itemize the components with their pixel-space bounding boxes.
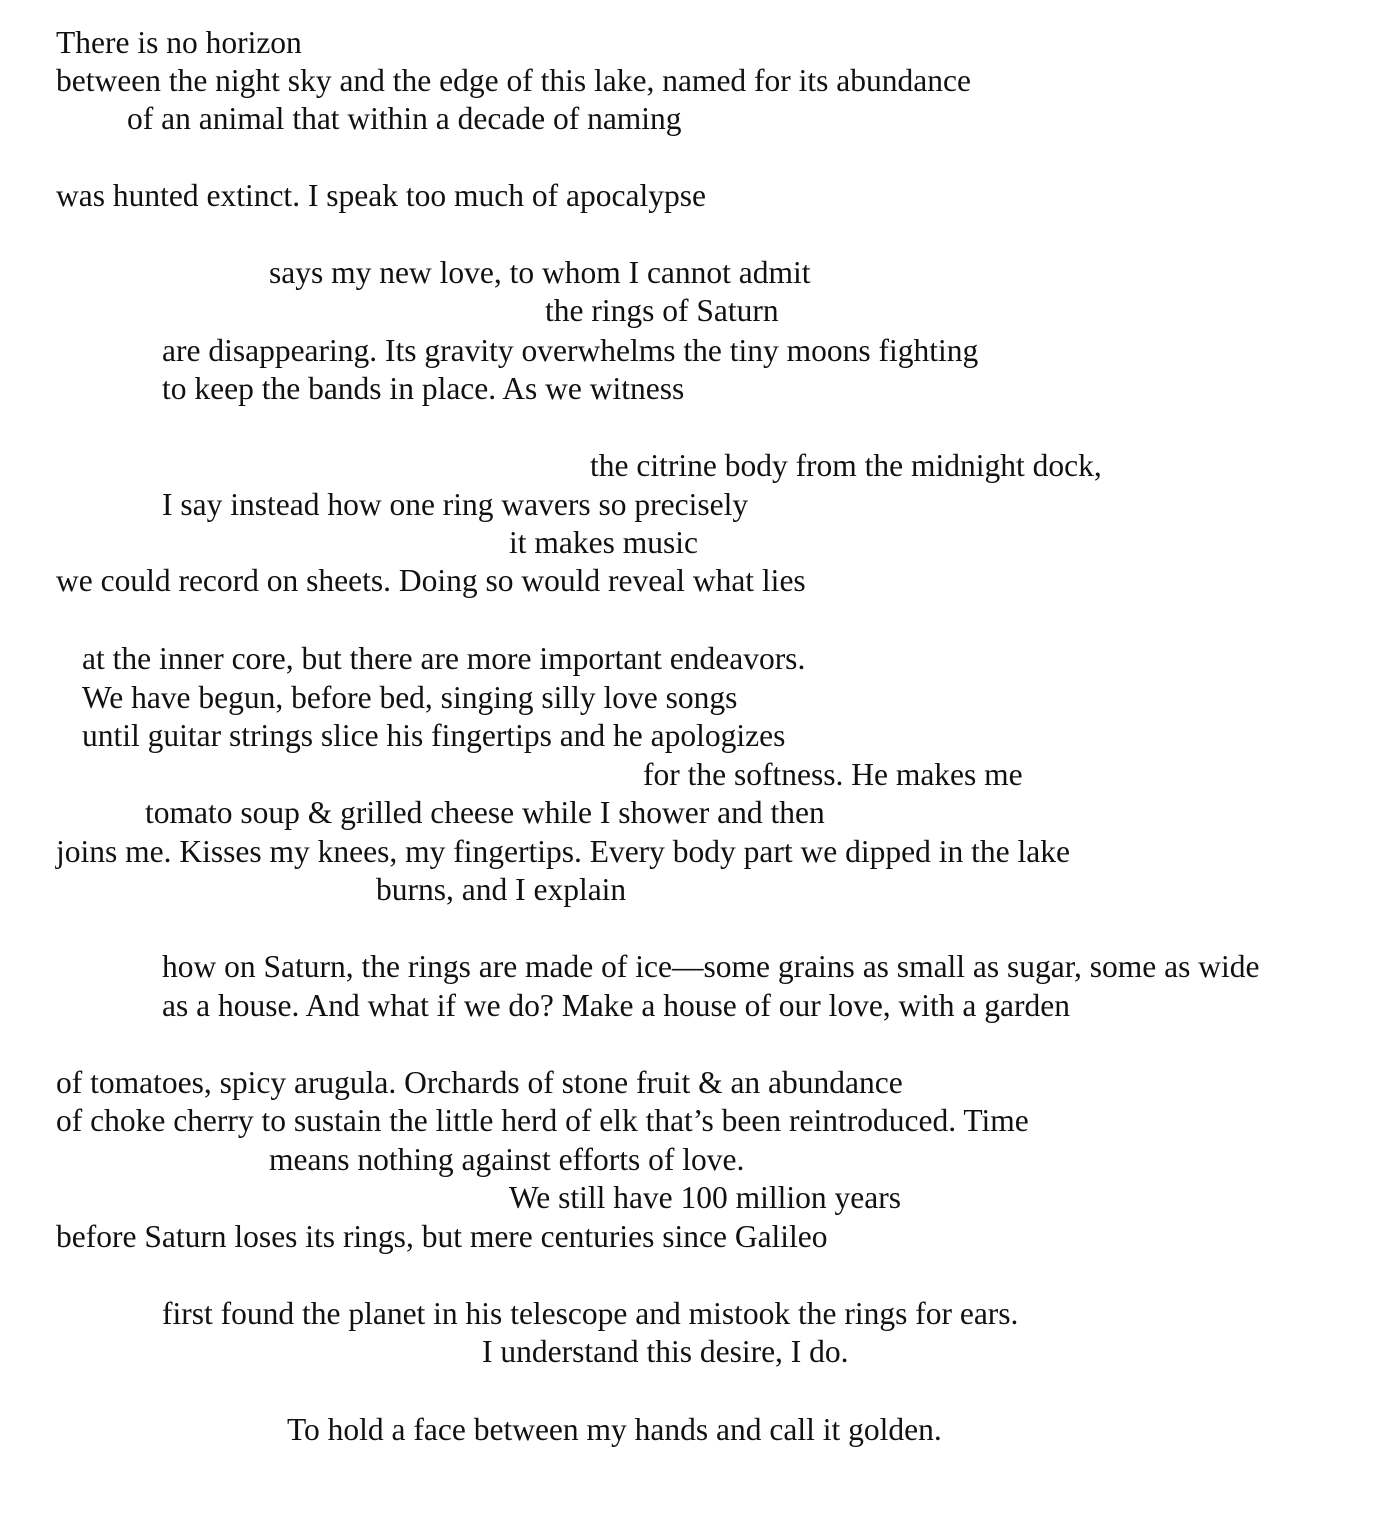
poem-line: tomato soup & grilled cheese while I shower and then	[145, 795, 825, 830]
poem-line: are disappearing. Its gravity overwhelms the tiny moons fighting	[162, 333, 979, 368]
poem-line: we could record on sheets. Doing so would reveal what lies	[56, 563, 806, 598]
poem-line: joins me. Kisses my knees, my fingertips. Every body part we dipped in the lake	[56, 834, 1070, 869]
poem-line: as a house. And what if we do? Make a house of our love, with a garden	[162, 988, 1070, 1023]
poem-line: before Saturn loses its rings, but mere centuries since Galileo	[56, 1219, 828, 1254]
poem-line: until guitar strings slice his fingertips and he apologizes	[82, 718, 786, 753]
poem-line: the citrine body from the midnight dock,	[590, 448, 1102, 483]
poem-line: first found the planet in his telescope and mistook the rings for ears.	[162, 1296, 1019, 1331]
poem-line: We have begun, before bed, singing silly love songs	[82, 680, 738, 715]
poem-line: I say instead how one ring wavers so precisely	[162, 487, 749, 522]
poem-line: We still have 100 million years	[509, 1180, 902, 1215]
poem-line: says my new love, to whom I cannot admit	[269, 255, 811, 290]
poem-line: to keep the bands in place. As we witness	[162, 371, 685, 406]
poem-line: means nothing against efforts of love.	[269, 1142, 745, 1177]
poem-line: at the inner core, but there are more important endeavors.	[82, 641, 806, 676]
poem-line: how on Saturn, the rings are made of ice—some grains as small as sugar, some as wide	[162, 949, 1260, 984]
poem-line: To hold a face between my hands and call it golden.	[287, 1412, 942, 1447]
poem-line: I understand this desire, I do.	[482, 1334, 849, 1369]
poem-line: was hunted extinct. I speak too much of apocalypse	[56, 178, 706, 213]
poem-line: of choke cherry to sustain the little herd of elk that’s been reintroduced. Time	[56, 1103, 1029, 1138]
poem-line: burns, and I explain	[376, 872, 627, 907]
poem-line: it makes music	[509, 525, 698, 560]
poem-line: of tomatoes, spicy arugula. Orchards of stone fruit & an abundance	[56, 1065, 903, 1100]
poem-line: between the night sky and the edge of this lake, named for its abundance	[56, 63, 971, 98]
poem-line: There is no horizon	[56, 25, 302, 60]
poem-line: for the softness. He makes me	[643, 757, 1023, 792]
poem-line: the rings of Saturn	[545, 293, 779, 328]
poem-line: of an animal that within a decade of naming	[127, 101, 682, 136]
